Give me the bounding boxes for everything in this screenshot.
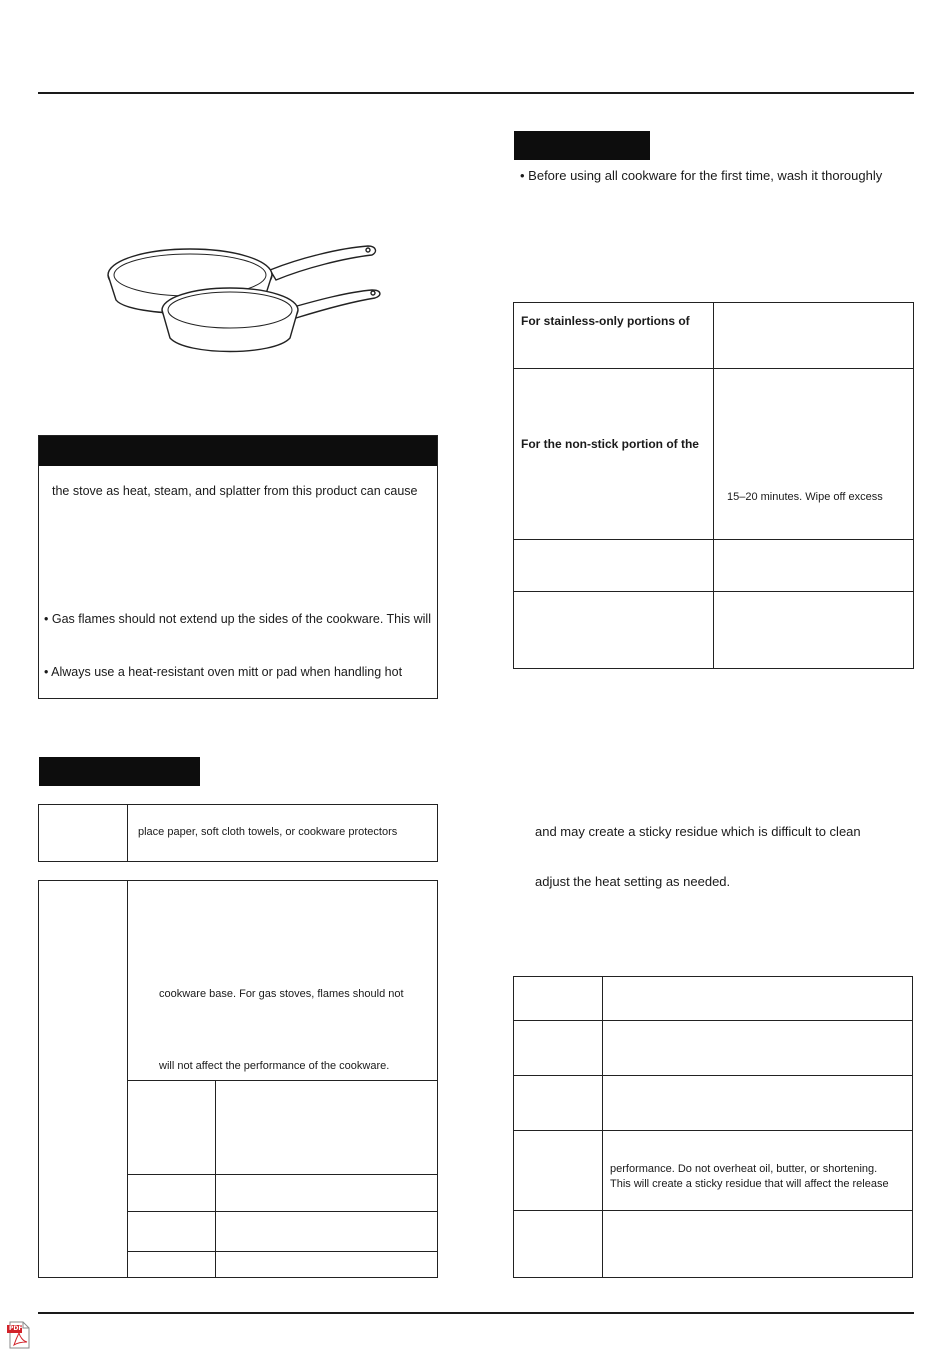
stove-table-line: cookware base. For gas stoves, flames should not	[159, 988, 404, 1000]
cleaning-table-divider	[713, 302, 714, 669]
frying-pans-illustration	[100, 238, 390, 363]
tips-table-line: performance. Do not overheat oil, butter, or shortening.	[610, 1163, 878, 1175]
stove-table-divider	[127, 880, 128, 1278]
storage-table-divider	[127, 804, 128, 862]
warning-box	[38, 435, 438, 699]
stove-subtable-divider	[215, 1080, 216, 1278]
cleaning-table-rule	[513, 539, 914, 540]
pdf-icon-label: PDF	[9, 1325, 23, 1332]
note-line: adjust the heat setting as needed.	[535, 874, 731, 889]
cleaning-row-label-stainless: For stainless-only portions of	[521, 314, 690, 328]
warning-bullet-gas: • Gas flames should not extend up the sides of the cookware. This will	[44, 612, 431, 626]
tips-table-line: This will create a sticky residue that will affect the release	[610, 1178, 889, 1190]
tips-table-divider	[602, 976, 603, 1278]
tips-table-rule	[513, 1210, 913, 1211]
section-heading-bar-left	[39, 757, 200, 786]
cleaning-row-text: 15–20 minutes. Wipe off excess	[727, 491, 883, 503]
tips-table-rule	[513, 1075, 913, 1076]
stove-table-line: will not affect the performance of the cookware.	[159, 1060, 390, 1072]
tips-table-rule	[513, 1020, 913, 1021]
note-line: and may create a sticky residue which is difficult to clean	[535, 824, 861, 839]
header-rule	[38, 92, 914, 94]
warning-bullet-mitt: • Always use a heat-resistant oven mitt or pad when handling hot	[44, 665, 403, 679]
footer-rule	[38, 1312, 914, 1314]
tips-table	[513, 976, 913, 1278]
warning-line: the stove as heat, steam, and splatter from this product can cause	[52, 484, 418, 498]
pdf-file-icon[interactable]	[6, 1321, 32, 1349]
stove-subtable-rule	[127, 1211, 438, 1212]
stove-subtable-rule	[127, 1251, 438, 1252]
cleaning-row-label-nonstick: For the non-stick portion of the	[521, 437, 699, 451]
stove-subtable-rule	[127, 1174, 438, 1175]
intro-bullet: • Before using all cookware for the first time, wash it thoroughly	[520, 168, 883, 183]
section-heading-bar-right	[514, 131, 650, 160]
cleaning-table-rule	[513, 591, 914, 592]
storage-table-text: place paper, soft cloth towels, or cookware protectors	[138, 826, 398, 838]
stove-subtable-rule	[127, 1080, 438, 1081]
cleaning-table-rule	[513, 368, 914, 369]
stove-table	[38, 880, 438, 1278]
tips-table-rule	[513, 1130, 913, 1131]
